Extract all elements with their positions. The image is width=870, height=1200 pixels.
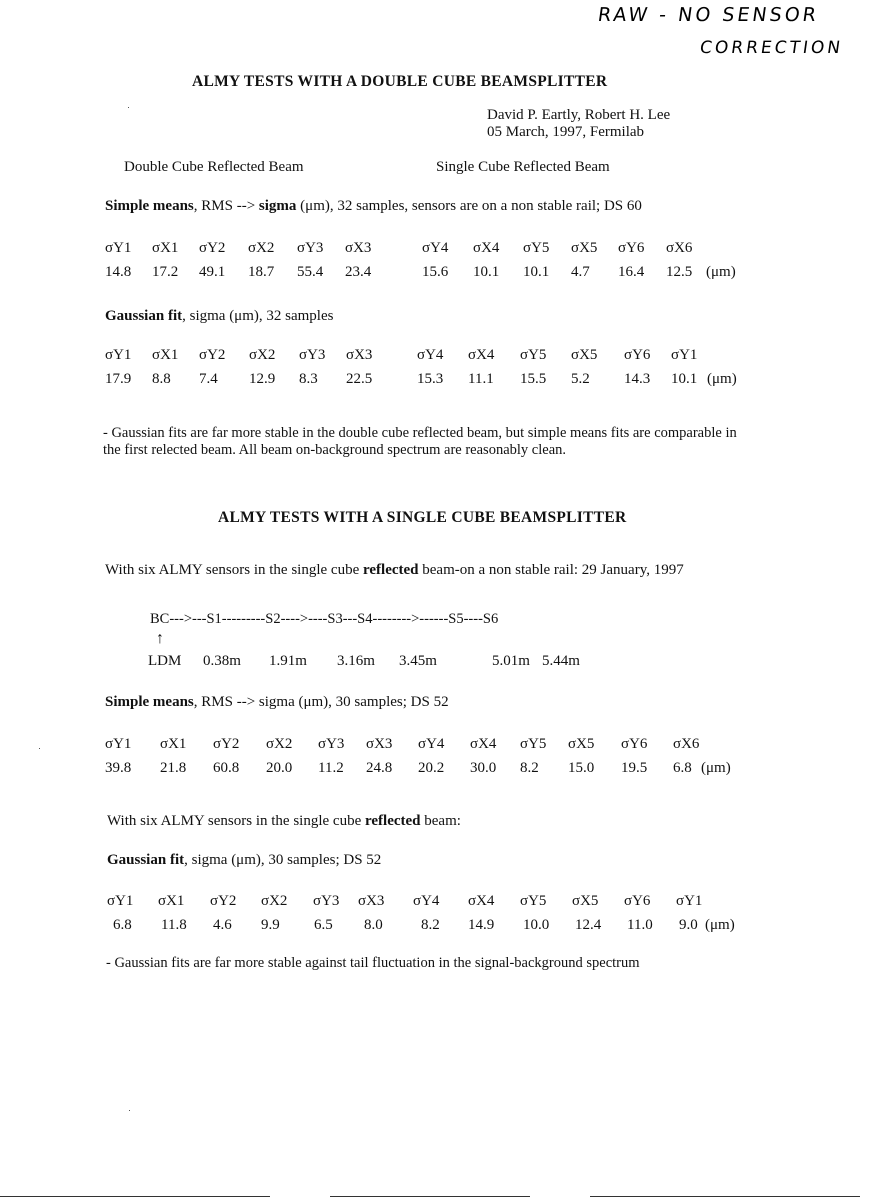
s2-intro2: With six ALMY sensors in the single cube reflected beam:: [107, 813, 461, 829]
authors: David P. Eartly, Robert H. Lee: [487, 107, 671, 123]
scan-speck: [39, 748, 40, 749]
scan-edge-line: [0, 1196, 270, 1197]
s1-gauss-label: Gaussian fit, sigma (μm), 32 samples: [105, 308, 334, 324]
sensor-distances: LDM 0.38m 1.91m 3.16m 3.45m 5.01m 5.44m: [148, 653, 580, 669]
s2-gauss-label: Gaussian fit, sigma (μm), 30 samples; DS 52: [107, 852, 382, 868]
scan-edge-line: [590, 1196, 860, 1197]
s2-simple-values: 39.8 21.8 60.8 20.0 11.2 24.8 20.2 30.0 8.2 15.0 19.5 6.8 (μm): [105, 760, 731, 776]
sensor-layout-diagram: BC--->---S1---------S2---->----S3---S4-------->------S5----S6: [150, 611, 499, 627]
date-place: 05 March, 1997, Fermilab: [487, 124, 645, 140]
s1-simple-label: Simple means, RMS --> sigma (μm), 32 samples, sensors are on a non stable rail; DS 60: [105, 198, 642, 214]
col-heading-single: Single Cube Reflected Beam: [436, 159, 610, 175]
laser-arrow-icon: ↑: [156, 630, 164, 647]
handwritten-note-line2: CORRECTION: [698, 38, 845, 58]
s1-note: - Gaussian fits are far more stable in the double cube reflected beam, but simple means fits are comparable in the first relected beam. All beam on-background spectrum are reasonably clean.: [103, 425, 737, 458]
scan-speck: [129, 1110, 130, 1111]
s2-simple-headers: σY1 σX1 σY2 σX2 σY3 σX3 σY4 σX4 σY5 σX5 σY6 σX6: [105, 736, 700, 752]
col-heading-double: Double Cube Reflected Beam: [124, 159, 304, 175]
section1-title: ALMY TESTS WITH A DOUBLE CUBE BEAMSPLITTER: [192, 73, 608, 90]
s2-note: - Gaussian fits are far more stable against tail fluctuation in the signal-background spectrum: [106, 955, 640, 971]
s2-gauss-values: 6.8 11.8 4.6 9.9 6.5 8.0 8.2 14.9 10.0 12.4 11.0 9.0 (μm): [113, 917, 735, 933]
s1-simple-values: 14.8 17.2 49.1 18.7 55.4 23.4 15.6 10.1 10.1 4.7 16.4 12.5 (μm): [105, 264, 736, 280]
handwritten-note-line1: RAW - NO SENSOR: [596, 4, 821, 26]
s1-gauss-headers: σY1 σX1 σY2 σX2 σY3 σX3 σY4 σX4 σY5 σX5 σY6 σY1: [105, 347, 698, 363]
section2-title: ALMY TESTS WITH A SINGLE CUBE BEAMSPLITTER: [218, 509, 627, 526]
s2-gauss-headers: σY1 σX1 σY2 σX2 σY3 σX3 σY4 σX4 σY5 σX5 σY6 σY1: [107, 893, 703, 909]
scan-speck: [128, 107, 129, 108]
s1-gauss-values: 17.9 8.8 7.4 12.9 8.3 22.5 15.3 11.1 15.5 5.2 14.3 10.1 (μm): [105, 371, 737, 387]
scan-edge-line: [330, 1196, 530, 1197]
s2-simple-label: Simple means, RMS --> sigma (μm), 30 samples; DS 52: [105, 694, 449, 710]
s2-intro: With six ALMY sensors in the single cube reflected beam-on a non stable rail: 29 January, 1997: [105, 562, 684, 578]
s1-simple-headers: σY1 σX1 σY2 σX2 σY3 σX3 σY4 σX4 σY5 σX5 σY6 σX6: [105, 240, 693, 256]
